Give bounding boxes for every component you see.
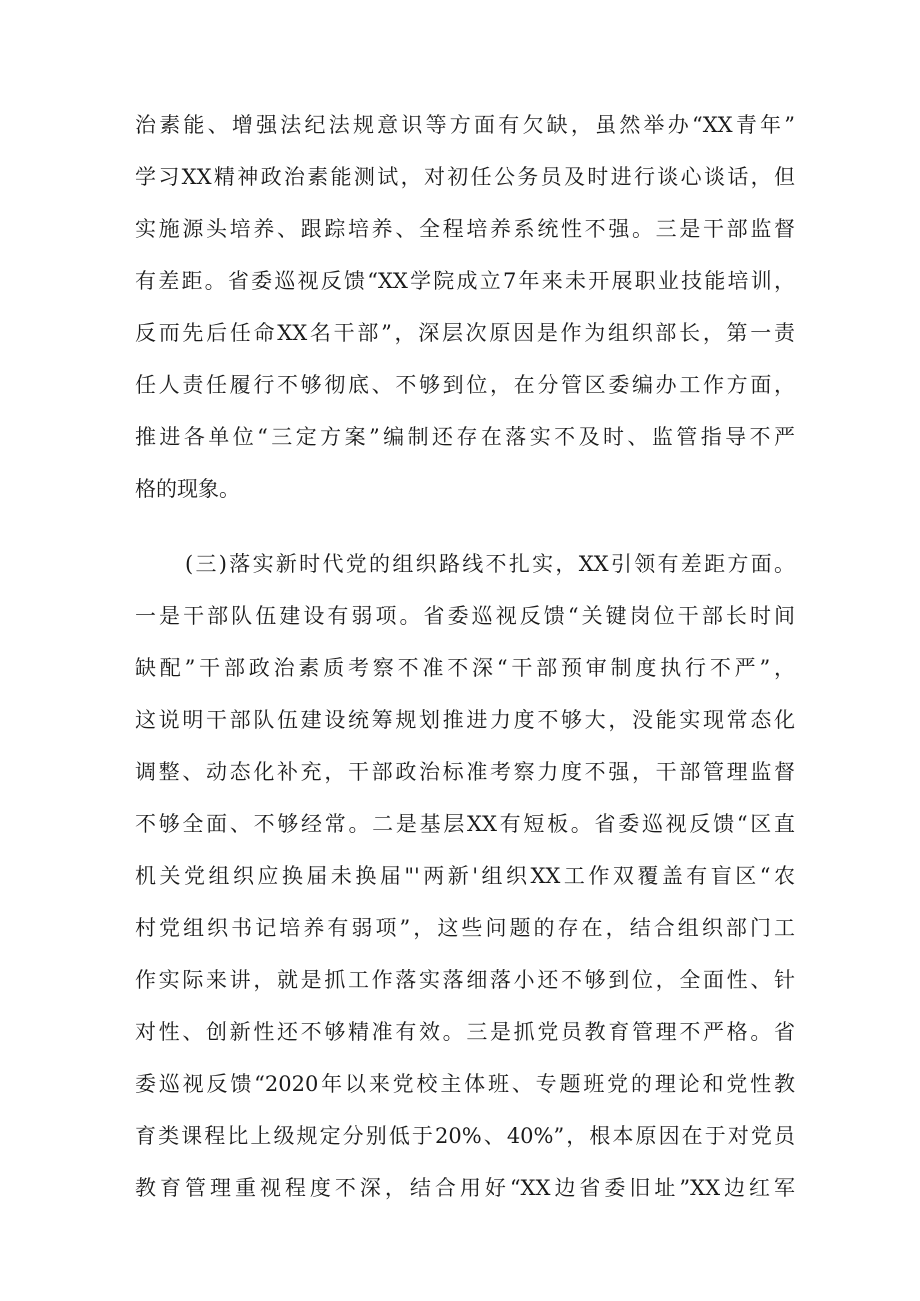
paragraph-2-line: 委巡视反馈“2020年以来党校主体班、专题班党的理论和党性教	[135, 1072, 795, 1096]
paragraph-1-line: 反而先后任命XX名干部”，深层次原因是作为组织部长，第一责	[135, 321, 795, 345]
paragraph-2-line: 缺配”干部政治素质考察不准不深“干部预审制度执行不严”，	[135, 656, 795, 680]
paragraph-1-line: 推进各单位“三定方案”编制还存在落实不及时、监管指导不严	[135, 425, 795, 449]
paragraph-2-line: 不够全面、不够经常。二是基层XX有短板。省委巡视反馈“区直	[135, 812, 795, 836]
paragraph-1-line: 有差距。省委巡视反馈“XX学院成立7年来未开展职业技能培训，	[135, 269, 795, 293]
paragraph-2-line: 调整、动态化补充，干部政治标准考察力度不强，干部管理监督	[135, 760, 795, 784]
paragraph-1-line: 学习XX精神政治素能测试，对初任公务员及时进行谈心谈话，但	[135, 165, 795, 189]
paragraph-2-line: 作实际来讲，就是抓工作落实落细落小还不够到位，全面性、针	[135, 968, 795, 992]
paragraph-1-line: 治素能、增强法纪法规意识等方面有欠缺，虽然举办“XX青年”	[135, 113, 795, 137]
paragraph-1-line: 格的现象。	[135, 477, 240, 501]
paragraph-2-line: 机关党组织应换届未换届"'两新'组织XX工作双覆盖有盲区“农	[135, 864, 795, 888]
paragraph-2-line: 教育管理重视程度不深，结合用好“XX边省委旧址”XX边红军	[135, 1176, 795, 1200]
paragraph-2-line: (三)落实新时代党的组织路线不扎实，XX引领有差距方面。	[185, 552, 795, 576]
paragraph-2-line: 一是干部队伍建设有弱项。省委巡视反馈“关键岗位干部长时间	[135, 604, 795, 628]
paragraph-2-line: 对性、创新性还不够精准有效。三是抓党员教育管理不严格。省	[135, 1020, 795, 1044]
paragraph-1-line: 任人责任履行不够彻底、不够到位，在分管区委编办工作方面，	[135, 373, 795, 397]
paragraph-1-line: 实施源头培养、跟踪培养、全程培养系统性不强。三是干部监督	[135, 217, 795, 241]
paragraph-2-line: 育类课程比上级规定分别低于20%、40%”，根本原因在于对党员	[135, 1124, 795, 1148]
paragraph-2-line: 这说明干部队伍建设统筹规划推进力度不够大，没能实现常态化	[135, 708, 795, 732]
paragraph-2-line: 村党组织书记培养有弱项”，这些问题的存在，结合组织部门工	[135, 916, 795, 940]
